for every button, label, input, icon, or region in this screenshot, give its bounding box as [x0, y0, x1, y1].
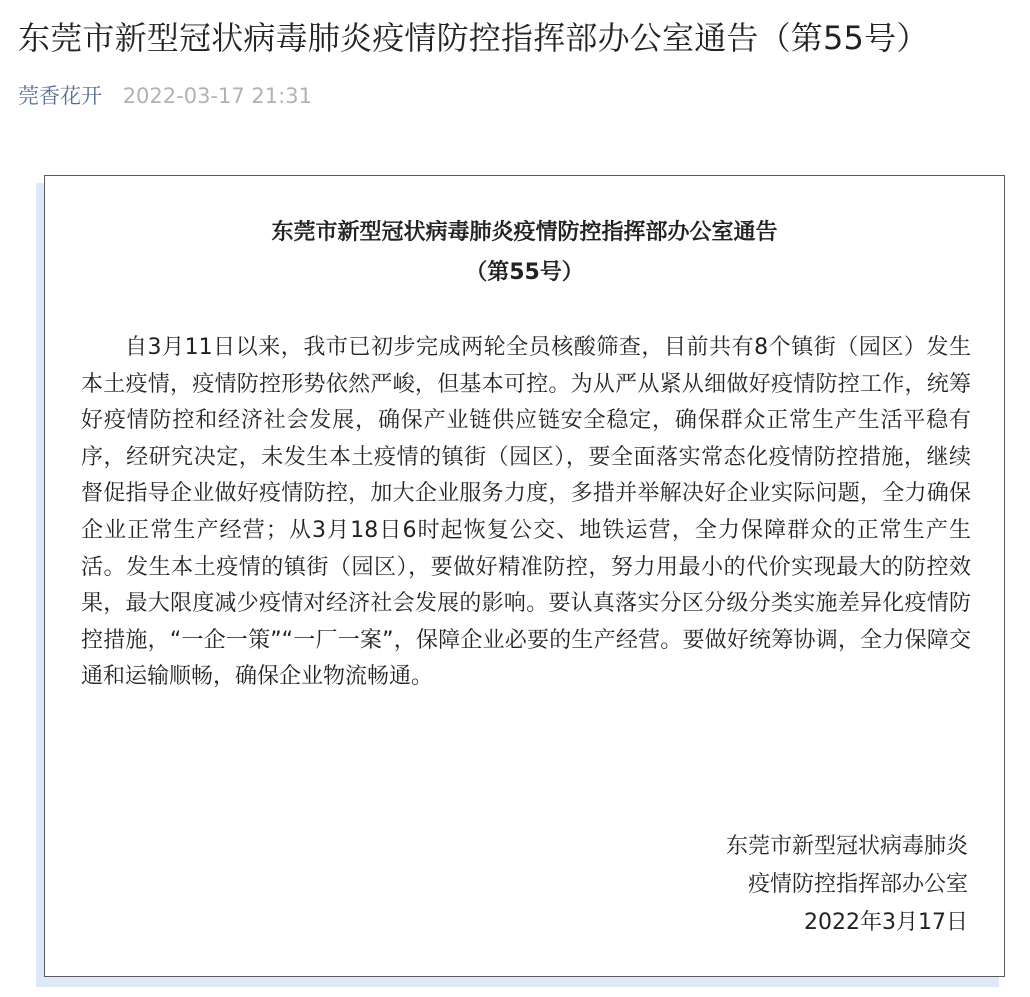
signature-org-line1: 东莞市新型冠状病毒肺炎 — [725, 834, 968, 859]
signature-org-line2: 疫情防控指挥部办公室 — [747, 872, 968, 897]
notice-number: （第55号） — [465, 260, 584, 285]
signature-date: 2022年3月17日 — [804, 910, 968, 935]
article-title: 东莞市新型冠状病毒肺炎疫情防控指挥部办公室通告（第55号） — [18, 19, 929, 57]
notice-body: 自3月11日以来，我市已初步完成两轮全员核酸筛查，目前共有8个镇街（园区）发生本土疫情，疫情防控形势依然严峻，但基本可控。为从严从紧从细做好疫情防控工作，统筹好疫情防控和经济社会发展，确保产业链供应链安全稳定，确保群众正常生产生活平稳有序，经研究决定，未发生本土疫情的镇街（园区），要全面落实常态化疫情防控措施，继续督促指导企业做好疫情防控，加大企业服务力度，多措并举解决好企业实际问题，全力确保企业正常生产经营；从3月18日6时起恢复公交、地铁运营，全力保障群众的正常生产生活。发生本土疫情的镇街（园区），要做好精准防控，努力用最小的代价实现最大的防控效果，最大限度减少疫情对经济社会发展的影响。要认真落实分区分级分类实施差异化疫情防控措施，“一企一策”“一厂一案”，保障企业必要的生产经营。要做好统筹协调，全力保障交通和运输顺畅，确保企业物流畅通。 — [81, 335, 971, 690]
publish-date: 2022-03-17 21:31 — [122, 84, 312, 108]
notice-heading: 东莞市新型冠状病毒肺炎疫情防控指挥部办公室通告 — [271, 220, 778, 245]
author-link[interactable]: 莞香花开 — [18, 84, 102, 108]
notice-card — [44, 175, 1005, 977]
article-meta — [18, 80, 312, 112]
